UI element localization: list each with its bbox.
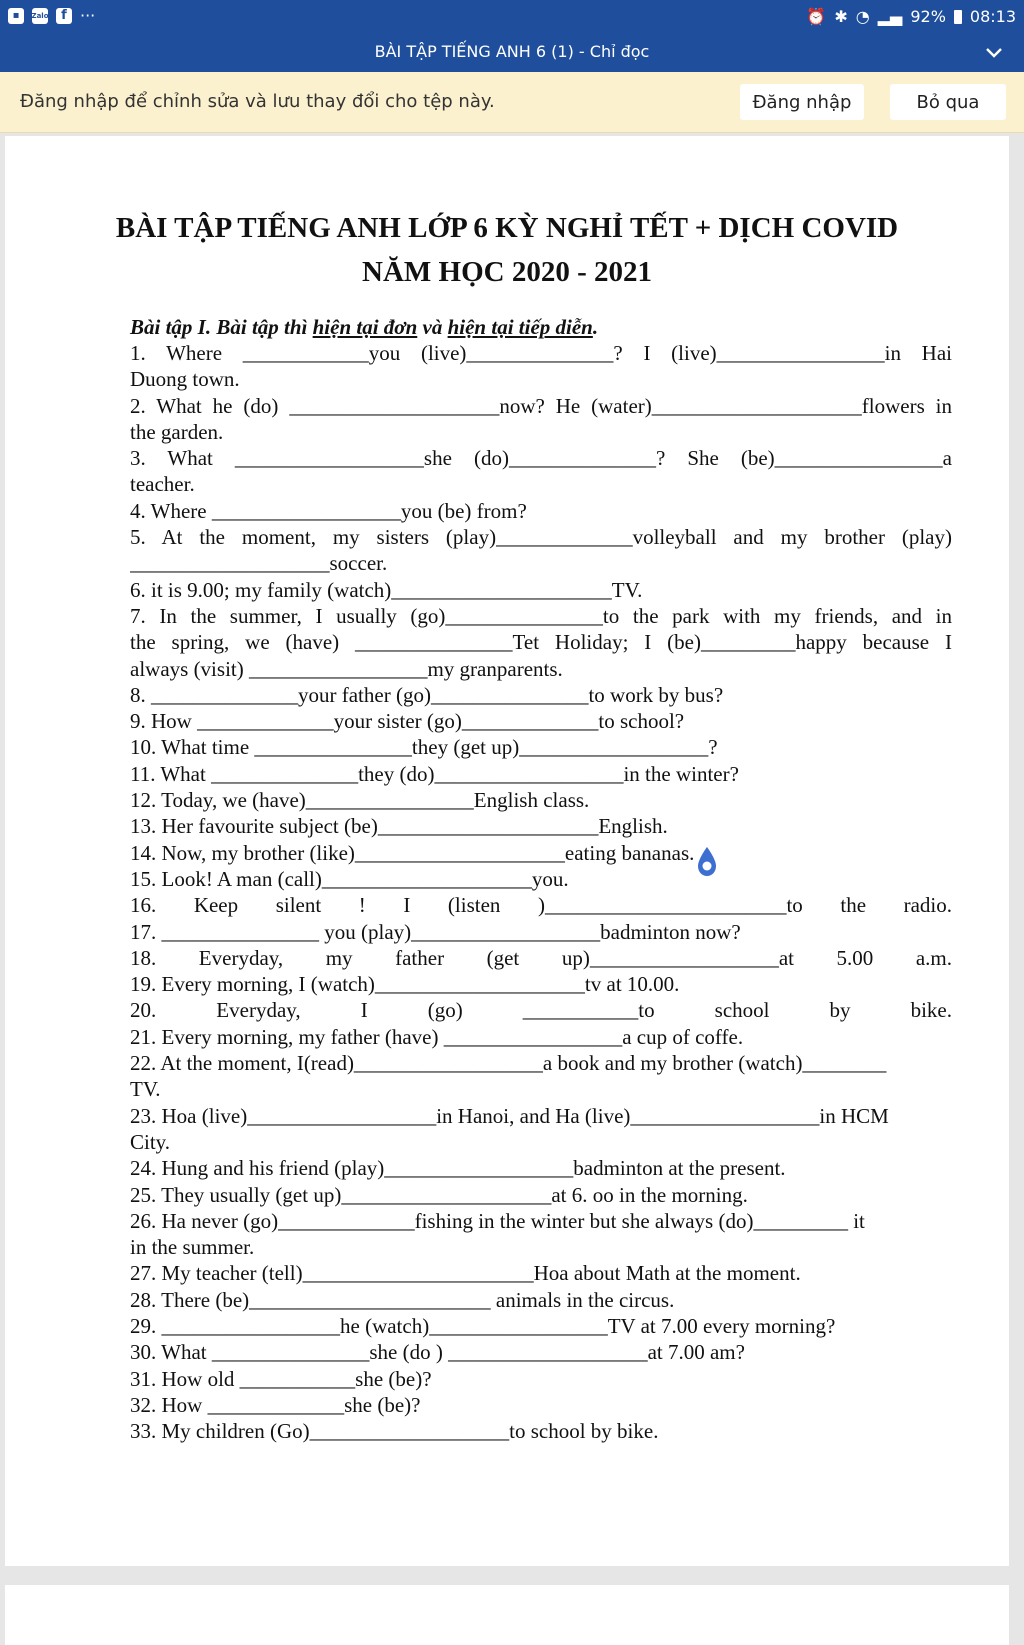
exercise-line: 2. What he (do) ____________________now? He (water)____________________flowers in [130,393,952,418]
signal-icon: ▂▄ [877,7,903,26]
section-heading: Bài tập I. Bài tập thì hiện tại đơn và hiện tại tiếp diễn. [130,315,599,339]
sign-in-banner [0,72,1024,133]
title-bar [0,34,1024,72]
exercise-line: 10. What time _______________they (get up)__________________? [130,735,718,760]
chevron-down-icon[interactable] [982,40,1006,64]
exercise-line: teacher. [130,472,195,497]
exercise-line: 28. There (be)_______________________ animals in the circus. [130,1287,675,1312]
next-page [5,1585,1009,1645]
exercise-line: 8. ______________your father (go)_______________to work by bus? [130,682,724,707]
exercise-line: 23. Hoa (live)__________________in Hanoi, and Ha (live)__________________in HCM [130,1103,889,1128]
login-button[interactable]: Đăng nhập [740,84,864,120]
doc-body [130,314,952,1444]
exercise-line: Duong town. [130,367,240,392]
exercise-line: 24. Hung and his friend (play)__________________badminton at the present. [130,1156,786,1181]
battery-icon [954,10,962,24]
exercise-line: 11. What ______________they (do)__________________in the winter? [130,761,739,786]
wifi-icon: ◔ [855,7,870,26]
exercise-line: City. [130,1129,171,1154]
status-bar-right [806,7,1016,26]
exercise-line: the spring, we (have) _______________Tet Holiday; I (be)_________happy because I [130,630,952,655]
exercise-line: 4. Where __________________you (be) from? [130,498,527,523]
banner-message: Đăng nhập để chỉnh sửa và lưu thay đổi cho tệp này. [20,91,495,112]
exercise-line: 6. it is 9.00; my family (watch)_____________________TV. [130,577,643,602]
battery-percent: 92% [910,7,946,26]
exercise-line: 27. My teacher (tell)______________________Hoa about Math at the moment. [130,1261,801,1286]
exercise-line: in the summer. [130,1235,255,1260]
exercise-line: 16. Keep silent ! I (listen )_______________________to the radio. [130,893,952,918]
exercise-line: 12. Today, we (have)________________English class. [130,788,590,813]
section-underline-1: hiện tại đơn [312,315,418,339]
doc-title-line2: NĂM HỌC 2020 - 2021 [362,256,652,288]
zalo-icon: Zalo [32,8,48,24]
exercise-line: always (visit) _________________my granparents. [130,656,563,681]
exercise-line: 19. Every morning, I (watch)____________________tv at 10.00. [130,972,680,997]
document-title: BÀI TẬP TIẾNG ANH 6 (1) - Chỉ đọc [374,42,650,61]
calendar-icon: ▪ [8,8,24,24]
facebook-icon: f [56,8,72,24]
status-bar-left [8,6,95,25]
exercise-line: 30. What _______________she (do ) ___________________at 7.00 am? [130,1340,745,1365]
exercise-line: 7. In the summer, I usually (go)_______________to the park with my friends, and in [130,603,952,628]
exercise-line: 33. My children (Go)___________________to school by bike. [130,1419,659,1444]
exercise-line: 15. Look! A man (call)____________________you. [130,866,569,891]
exercise-line: 21. Every morning, my father (have) _________________a cup of coffe. [130,1024,744,1049]
exercise-line: 22. At the moment, I(read)__________________a book and my brother (watch)________ [130,1051,887,1076]
status-bar [0,0,1024,34]
exercise-line: 1. Where ____________you (live)______________? I (live)________________in Hai [130,341,952,365]
exercise-line: 14. Now, my brother (like)____________________eating bananas. [130,840,695,865]
document-page[interactable] [5,136,1009,1566]
exercise-line: 13. Her favourite subject (be)_____________________English. [130,814,668,839]
exercise-line: 18. Everyday, my father (get up)__________________at 5.00 a.m. [130,945,952,970]
overflow-indicator: ··· [80,6,96,25]
exercise-line: 5. At the moment, my sisters (play)_____________volleyball and my brother (play) [130,525,952,550]
bluetooth-icon: ✱ [834,7,848,26]
exercise-line: 26. Ha never (go)_____________fishing in the winter but she always (do)_________ it [130,1208,865,1233]
exercise-line: 20. Everyday, I (go) ___________to school by bike. [130,998,952,1023]
exercise-line: 9. How _____________your sister (go)_____________to school? [130,709,685,734]
section-underline-2: hiện tại tiếp diễn [447,315,593,339]
exercise-line: 32. How _____________she (be)? [130,1392,421,1417]
exercise-line: 3. What __________________she (do)______________? She (be)________________a [130,446,952,471]
alarm-icon: ⏰ [806,7,827,26]
doc-title-line1: BÀI TẬP TIẾNG ANH LỚP 6 KỲ NGHỈ TẾT + DỊCH COVID [115,212,899,244]
exercise-line: 17. _______________ you (play)__________________badminton now? [130,919,741,944]
exercise-line: 29. _________________he (watch)_________________TV at 7.00 every morning? [130,1313,836,1338]
exercise-line: ___________________soccer. [130,551,388,576]
exercise-line: TV. [130,1077,161,1102]
skip-button[interactable]: Bỏ qua [890,84,1006,120]
clock: 08:13 [969,7,1016,26]
exercise-lines [130,340,952,1444]
text-cursor-handle-icon[interactable] [695,845,719,879]
exercise-line: 25. They usually (get up)____________________at 6. oo in the morning. [130,1182,748,1207]
exercise-line: 31. How old ___________she (be)? [130,1366,432,1391]
exercise-line: the garden. [130,419,224,444]
